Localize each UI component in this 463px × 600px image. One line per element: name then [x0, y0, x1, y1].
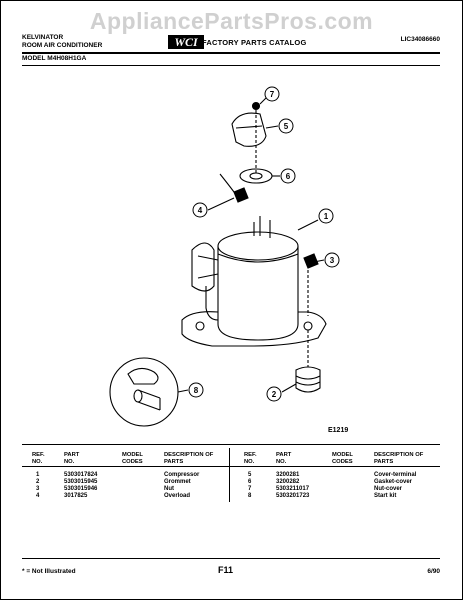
- nut-cover-part: [253, 103, 260, 110]
- model-label: MODEL M4H08H1GA: [22, 55, 87, 62]
- document-code: LIC34086660: [400, 36, 440, 43]
- table-row: 7 5303211017 Nut-cover: [248, 486, 403, 492]
- overload-wire: [220, 174, 234, 192]
- svg-text:8: 8: [193, 386, 199, 395]
- table-row: 2 5303015945 Grommet: [36, 479, 191, 485]
- callout-4: [193, 203, 207, 217]
- terminal-cover-part: [232, 113, 266, 146]
- callout-2: [267, 387, 281, 401]
- callout-1: [319, 209, 333, 223]
- table-row: 4 3017825 Overload: [36, 493, 191, 499]
- table-row: 1 5303017824 Compressor: [36, 472, 200, 478]
- header-description: DESCRIPTION OF PARTS: [164, 452, 214, 465]
- table-header-rule: [22, 466, 440, 467]
- accumulator-body: [192, 243, 214, 291]
- svg-text:7: 7: [269, 90, 275, 99]
- table-row: 3 5303015946 Nut: [36, 486, 174, 492]
- leader-1: [298, 220, 318, 230]
- table-row: 6 3200282 Gasket-cover: [248, 479, 413, 485]
- not-illustrated-note: * = Not Illustrated: [22, 568, 76, 575]
- callout-7: [265, 87, 279, 101]
- watermark: AppliancePartsPros.com: [89, 8, 374, 34]
- catalog-title: FACTORY PARTS CATALOG: [202, 38, 307, 47]
- gasket-opening: [250, 173, 262, 179]
- leader-5: [266, 126, 278, 128]
- svg-text:5: 5: [283, 122, 289, 131]
- model-number: M4H08H1GA: [47, 55, 87, 62]
- callout-6: [281, 169, 295, 183]
- callout-5: [279, 119, 293, 133]
- svg-text:6: 6: [285, 172, 291, 181]
- svg-text:2: 2: [271, 390, 277, 399]
- header-ref-no: REF. NO.: [32, 452, 45, 465]
- svg-text:4: 4: [197, 206, 203, 215]
- header-description: DESCRIPTION OF PARTS: [374, 452, 424, 465]
- svg-text:3: 3: [329, 256, 335, 265]
- brand-name: KELVINATOR: [22, 34, 64, 41]
- footer-rule: [22, 558, 440, 559]
- table-row: 5 3200281 Cover-terminal: [248, 472, 417, 478]
- revision-date: 6/90: [427, 568, 440, 575]
- table-top-rule: [22, 444, 440, 445]
- nut-part: [304, 254, 318, 268]
- header-model-codes: MODEL CODES: [122, 452, 143, 465]
- header-part-no: PART NO.: [276, 452, 292, 465]
- header-ref-no: REF. NO.: [244, 452, 257, 465]
- page-number: F11: [218, 565, 234, 575]
- header-part-no: PART NO.: [64, 452, 80, 465]
- callout-3: [325, 253, 339, 267]
- compressor-top: [218, 232, 298, 260]
- overload-part: [234, 188, 248, 202]
- exploded-parts-diagram: [22, 24, 440, 448]
- figure-code: E1219: [328, 427, 349, 434]
- leader-2: [282, 384, 296, 392]
- table-row: 8 5303201723 Start kit: [248, 493, 397, 499]
- leader-7: [260, 98, 266, 104]
- callout-8: [189, 383, 203, 397]
- svg-text:WCI: WCI: [174, 35, 198, 49]
- table-divider: [229, 448, 230, 502]
- leader-8: [178, 390, 188, 392]
- product-name: ROOM AIR CONDITIONER: [22, 42, 103, 49]
- svg-text:1: 1: [323, 212, 329, 221]
- header-model-codes: MODEL CODES: [332, 452, 353, 465]
- parts-sheet: [22, 24, 440, 584]
- leader-4: [208, 198, 234, 210]
